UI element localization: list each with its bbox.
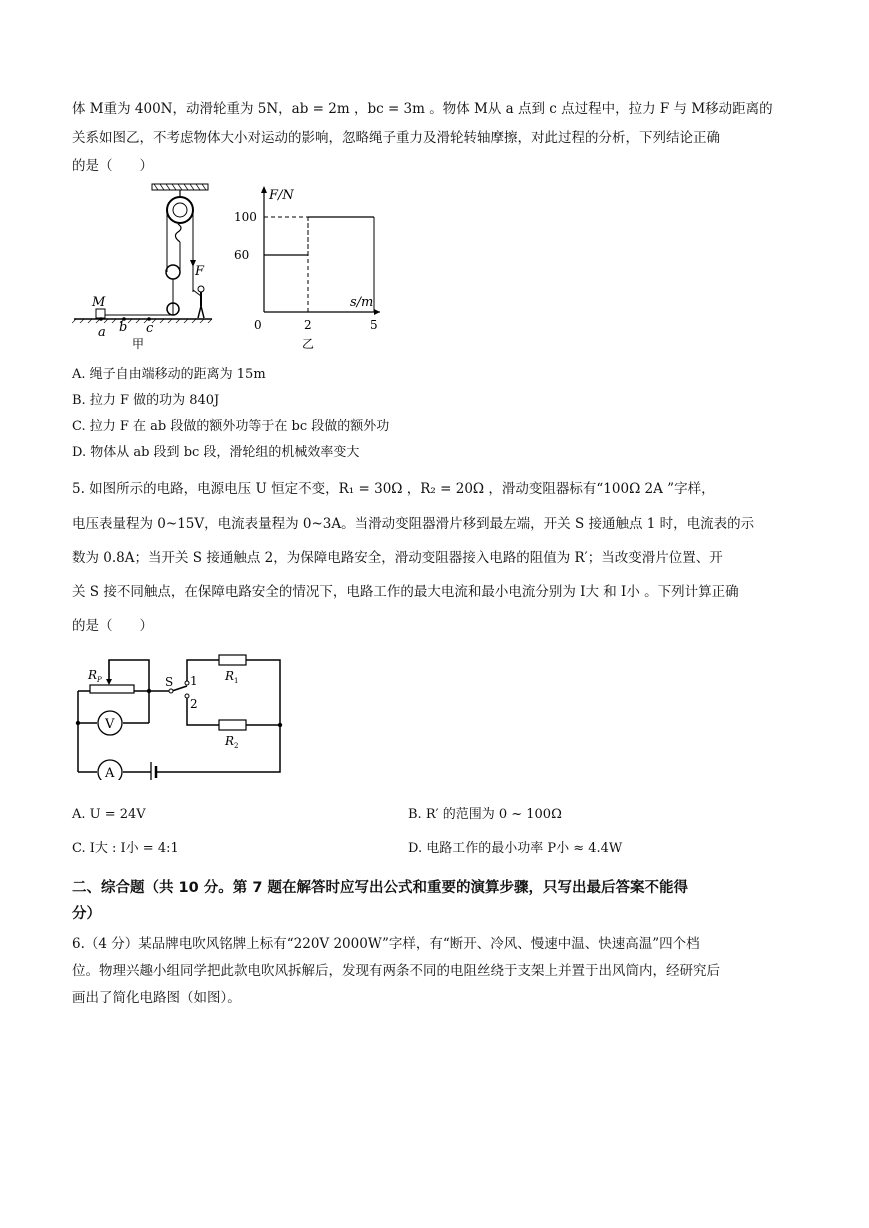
q5-line-2: 电压表量程为 0~15V，电流表量程为 0~3A。当滑动变阻器滑片移到最左端，开关 S 接通触点 1 时，电流表的示 — [72, 516, 755, 532]
section-2-heading-cont: 分） — [72, 906, 101, 922]
rheostat-subscript: P — [97, 676, 102, 684]
q5-option-d[interactable]: D. 电路工作的最小功率 P小 ≈ 4.4W — [408, 841, 623, 856]
x-tick-label-0: 0 — [254, 318, 262, 332]
q4-option-a[interactable]: A. 绳子自由端移动的距离为 15m — [72, 367, 266, 382]
q6-line-1: 6.（4 分）某品牌电吹风铭牌上标有“220V 2000W”字样，有“断开、冷风、慢速中温、快速高温”四个档 — [72, 936, 700, 952]
force-label: F — [195, 264, 205, 279]
figure-yi-caption: 乙 — [302, 337, 315, 351]
r1-label: R — [225, 669, 235, 683]
x-axis-arrow — [374, 309, 380, 315]
r1-subscript: 1 — [234, 677, 239, 685]
q6-line-2: 位。物理兴趣小组同学把此款电吹风拆解后，发现有两条不同的电阻丝绕于支架上并置于出风筒内，经研究后 — [72, 963, 720, 979]
q4-option-c[interactable]: C. 拉力 F 在 ab 段做的额外功等于在 bc 段做的额外功 — [72, 419, 390, 434]
q4-option-d[interactable]: D. 物体从 ab 段到 bc 段，滑轮组的机械效率变大 — [72, 445, 360, 460]
r2-subscript: 2 — [234, 742, 239, 750]
contact-2-label: 2 — [190, 697, 198, 711]
q5-line-5: 的是（ ） — [72, 618, 153, 634]
q5-line-1: 5. 如图所示的电路，电源电压 U 恒定不变，R₁ = 30Ω ，R₂ = 20Ω ，滑动变阻器标有“100Ω 2A ”字样， — [72, 481, 715, 497]
point-a-label: a — [98, 325, 106, 340]
q4-option-b[interactable]: B. 拉力 F 做的功为 840J — [72, 393, 220, 408]
q5-option-c[interactable]: C. I大 : I小 = 4:1 — [72, 841, 179, 856]
r2-label: R — [225, 734, 235, 748]
x-axis-label: s/m — [350, 295, 374, 310]
q4-line-3: 的是（ ） — [72, 158, 153, 174]
rheostat-label: R — [88, 668, 98, 682]
force-distance-chart — [232, 182, 382, 357]
q5-option-b[interactable]: B. R′ 的范围为 0 ~ 100Ω — [408, 807, 562, 822]
q4-line-2: 关系如图乙，不考虑物体大小对运动的影响，忽略绳子重力及滑轮转轴摩擦，对此过程的分析，下列结论正确 — [72, 130, 720, 146]
point-c-label: c — [146, 321, 154, 336]
figure-jia-caption: 甲 — [132, 337, 145, 351]
x-tick-label-5: 5 — [370, 318, 378, 332]
q5-option-a[interactable]: A. U = 24V — [72, 807, 146, 822]
y-tick-label-60: 60 — [234, 248, 250, 262]
q4-line-1: 体 M重为 400N，动滑轮重为 5N，ab = 2m ，bc = 3m 。物体 M从 a 点到 c 点过程中，拉力 F 与 M移动距离的 — [72, 101, 773, 117]
y-axis-arrow — [261, 186, 267, 193]
q5-line-4: 关 S 接不同触点，在保障电路安全的情况下，电路工作的最大电流和最小电流分别为 I大 和 I小 。下列计算正确 — [72, 584, 739, 600]
mass-label: M — [92, 295, 106, 310]
y-axis-label: F/N — [269, 188, 294, 203]
section-2-heading: 二、综合题（共 10 分。第 7 题在解答时应写出公式和重要的演算步骤，只写出最后答案不能得 — [72, 880, 688, 896]
x-tick-label-2: 2 — [304, 318, 312, 332]
circuit-diagram — [68, 650, 288, 780]
contact-1-label: 1 — [190, 674, 198, 688]
ammeter-label: A — [105, 766, 115, 780]
switch-label: S — [165, 675, 174, 689]
q5-line-3: 数为 0.8A；当开关 S 接通触点 2，为保障电路安全，滑动变阻器接入电路的阻值为 R′；当改变滑片位置、开 — [72, 550, 723, 566]
point-b-label: b — [119, 320, 128, 335]
voltmeter-label: V — [105, 717, 115, 732]
pulley-figure — [72, 182, 222, 352]
q6-line-3: 画出了简化电路图（如图）。 — [72, 990, 241, 1006]
y-tick-label-100: 100 — [234, 210, 257, 224]
